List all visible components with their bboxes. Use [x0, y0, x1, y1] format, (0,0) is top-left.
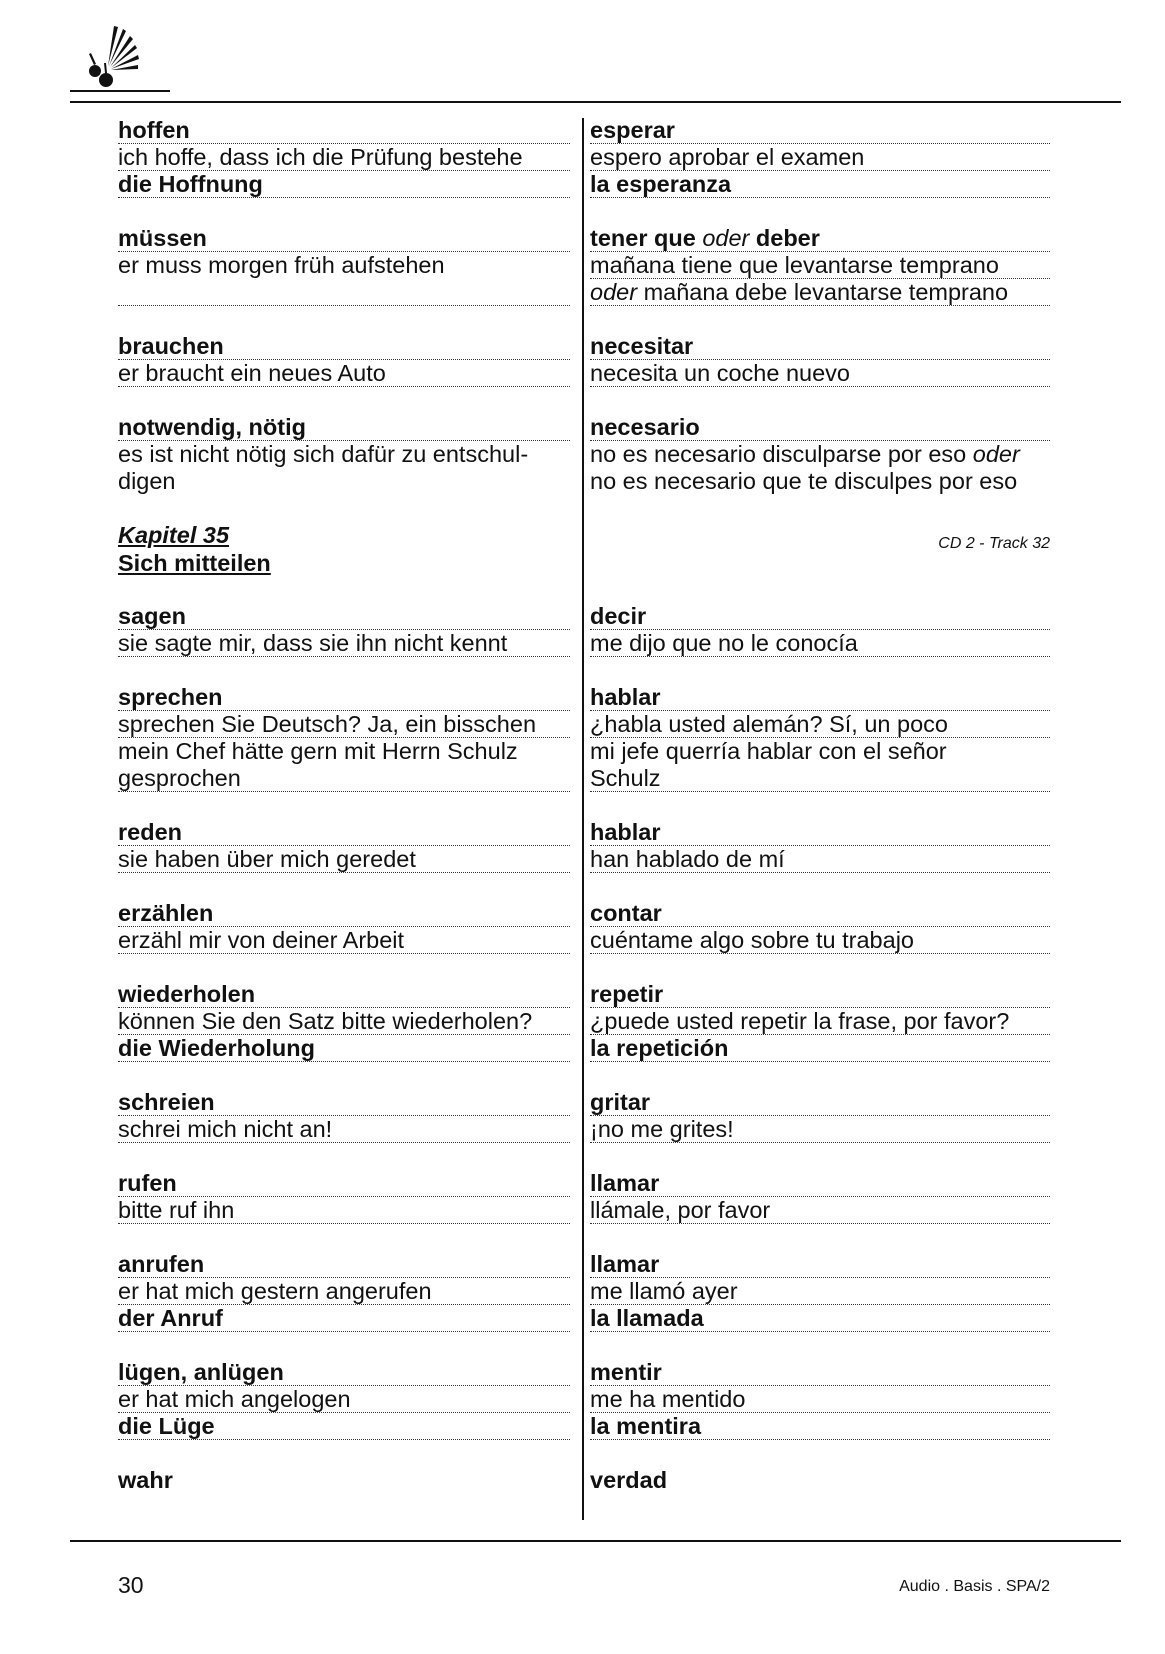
example-es: me ha mentido: [590, 1386, 1050, 1413]
noun-es: la llamada: [590, 1305, 1050, 1332]
noun-de: die Hoffnung: [118, 171, 570, 198]
audio-track-label: CD 2 - Track 32: [938, 535, 1050, 552]
headword-de: lügen, anlügen: [118, 1359, 570, 1386]
example-es: mi jefe querría hablar con el señor: [590, 738, 947, 764]
headword-de: brauchen: [118, 333, 570, 360]
headword-de: reden: [118, 819, 570, 846]
headword-de: notwendig, nötig: [118, 414, 570, 441]
headword-de: erzählen: [118, 900, 570, 927]
example-es: llámale, por favor: [590, 1197, 1050, 1224]
headword-de: sprechen: [118, 684, 570, 711]
headword-es: necesitar: [590, 333, 1050, 360]
example-de: er hat mich angelogen: [118, 1386, 570, 1413]
example-de: mein Chef hätte gern mit Herrn Schulz: [118, 738, 518, 764]
chapter-subtitle: Sich mitteilen: [118, 550, 271, 576]
headword-de: schreien: [118, 1089, 570, 1116]
headword-es: llamar: [590, 1170, 1050, 1197]
example-es: mañana tiene que levantarse temprano: [590, 252, 1050, 279]
headword-de: anrufen: [118, 1251, 570, 1278]
example-es: [590, 279, 1050, 306]
headword-de: wahr: [118, 1467, 173, 1493]
noun-es: la repetición: [590, 1035, 1050, 1062]
example-de: ich hoffe, dass ich die Prüfung bestehe: [118, 144, 570, 171]
example-de: sie haben über mich geredet: [118, 846, 570, 873]
headword-es: hablar: [590, 819, 1050, 846]
headword-de: wiederholen: [118, 981, 570, 1008]
example-es: [590, 441, 1050, 468]
example-de: er muss morgen früh aufstehen: [118, 252, 445, 278]
oder-connector: oder: [972, 441, 1020, 467]
example-es: han hablado de mí: [590, 846, 1050, 873]
example-de: sie sagte mir, dass sie ihn nicht kennt: [118, 630, 570, 657]
example-es: no es necesario que te disculpes por eso: [590, 468, 1018, 494]
example-es: me dijo que no le conocía: [590, 630, 1050, 657]
example-es: ¿habla usted alemán? Sí, un poco: [590, 711, 1050, 738]
example-de: schrei mich nicht an!: [118, 1116, 570, 1143]
tener-que: tener que: [590, 225, 696, 251]
noun-de: die Lüge: [118, 1413, 570, 1440]
example-de-continued: gesprochen: [118, 765, 570, 792]
headword-es: decir: [590, 603, 1050, 630]
headword-es: esperar: [590, 117, 1050, 144]
example-es: necesita un coche nuevo: [590, 360, 1050, 387]
example-de: er braucht ein neues Auto: [118, 360, 570, 387]
oder-connector: oder: [590, 279, 638, 305]
headword-de: rufen: [118, 1170, 570, 1197]
headword-es: llamar: [590, 1251, 1050, 1278]
column-divider: [582, 118, 584, 1520]
headword-es: verdad: [590, 1467, 668, 1493]
example-de: sprechen Sie Deutsch? Ja, ein bisschen: [118, 711, 570, 738]
example-de: er hat mich gestern angerufen: [118, 1278, 570, 1305]
example-es: ¡no me grites!: [590, 1116, 1050, 1143]
noun-de: die Wiederholung: [118, 1035, 570, 1062]
headword-de: sagen: [118, 603, 570, 630]
headword-de: müssen: [118, 225, 570, 252]
noun-es: la mentira: [590, 1413, 1050, 1440]
example-es-continued: Schulz: [590, 765, 1050, 792]
noun-de: der Anruf: [118, 1305, 570, 1332]
deber: deber: [755, 225, 820, 251]
example-es-text: no es necesario disculparse por eso: [590, 441, 967, 467]
headword-es: hablar: [590, 684, 1050, 711]
example-de: können Sie den Satz bitte wiederholen?: [118, 1008, 570, 1035]
logo-underline: [70, 90, 170, 92]
example-de: erzähl mir von deiner Arbeit: [118, 927, 570, 954]
headword-es: necesario: [590, 414, 1050, 441]
chapter-title: Kapitel 35: [118, 522, 230, 548]
example-es: ¿puede usted repetir la frase, por favor?: [590, 1008, 1050, 1035]
example-de-continued: digen: [118, 468, 176, 494]
header-rule: [70, 101, 1121, 103]
footer-rule: [70, 1540, 1121, 1542]
example-es: espero aprobar el examen: [590, 144, 1050, 171]
headword-es: repetir: [590, 981, 1050, 1008]
example-es: cuéntame algo sobre tu trabajo: [590, 927, 1050, 954]
headword-de: hoffen: [118, 117, 570, 144]
noun-es: la esperanza: [590, 171, 1050, 198]
headword-es: contar: [590, 900, 1050, 927]
example-de: bitte ruf ihn: [118, 1197, 570, 1224]
example-es-text: mañana debe levantarse temprano: [643, 279, 1009, 305]
example-de-continued: [118, 279, 570, 306]
headword-es: gritar: [590, 1089, 1050, 1116]
headword-es: [590, 225, 1050, 252]
headword-es: mentir: [590, 1359, 1050, 1386]
series-label: Audio . Basis . SPA/2: [899, 1578, 1050, 1595]
oder-connector: oder: [702, 225, 750, 251]
page-number: 30: [118, 1572, 144, 1598]
fan-and-castanets-logo-icon: [80, 22, 150, 92]
example-de: es ist nicht nötig sich dafür zu entschul-: [118, 441, 529, 467]
example-es: me llamó ayer: [590, 1278, 1050, 1305]
